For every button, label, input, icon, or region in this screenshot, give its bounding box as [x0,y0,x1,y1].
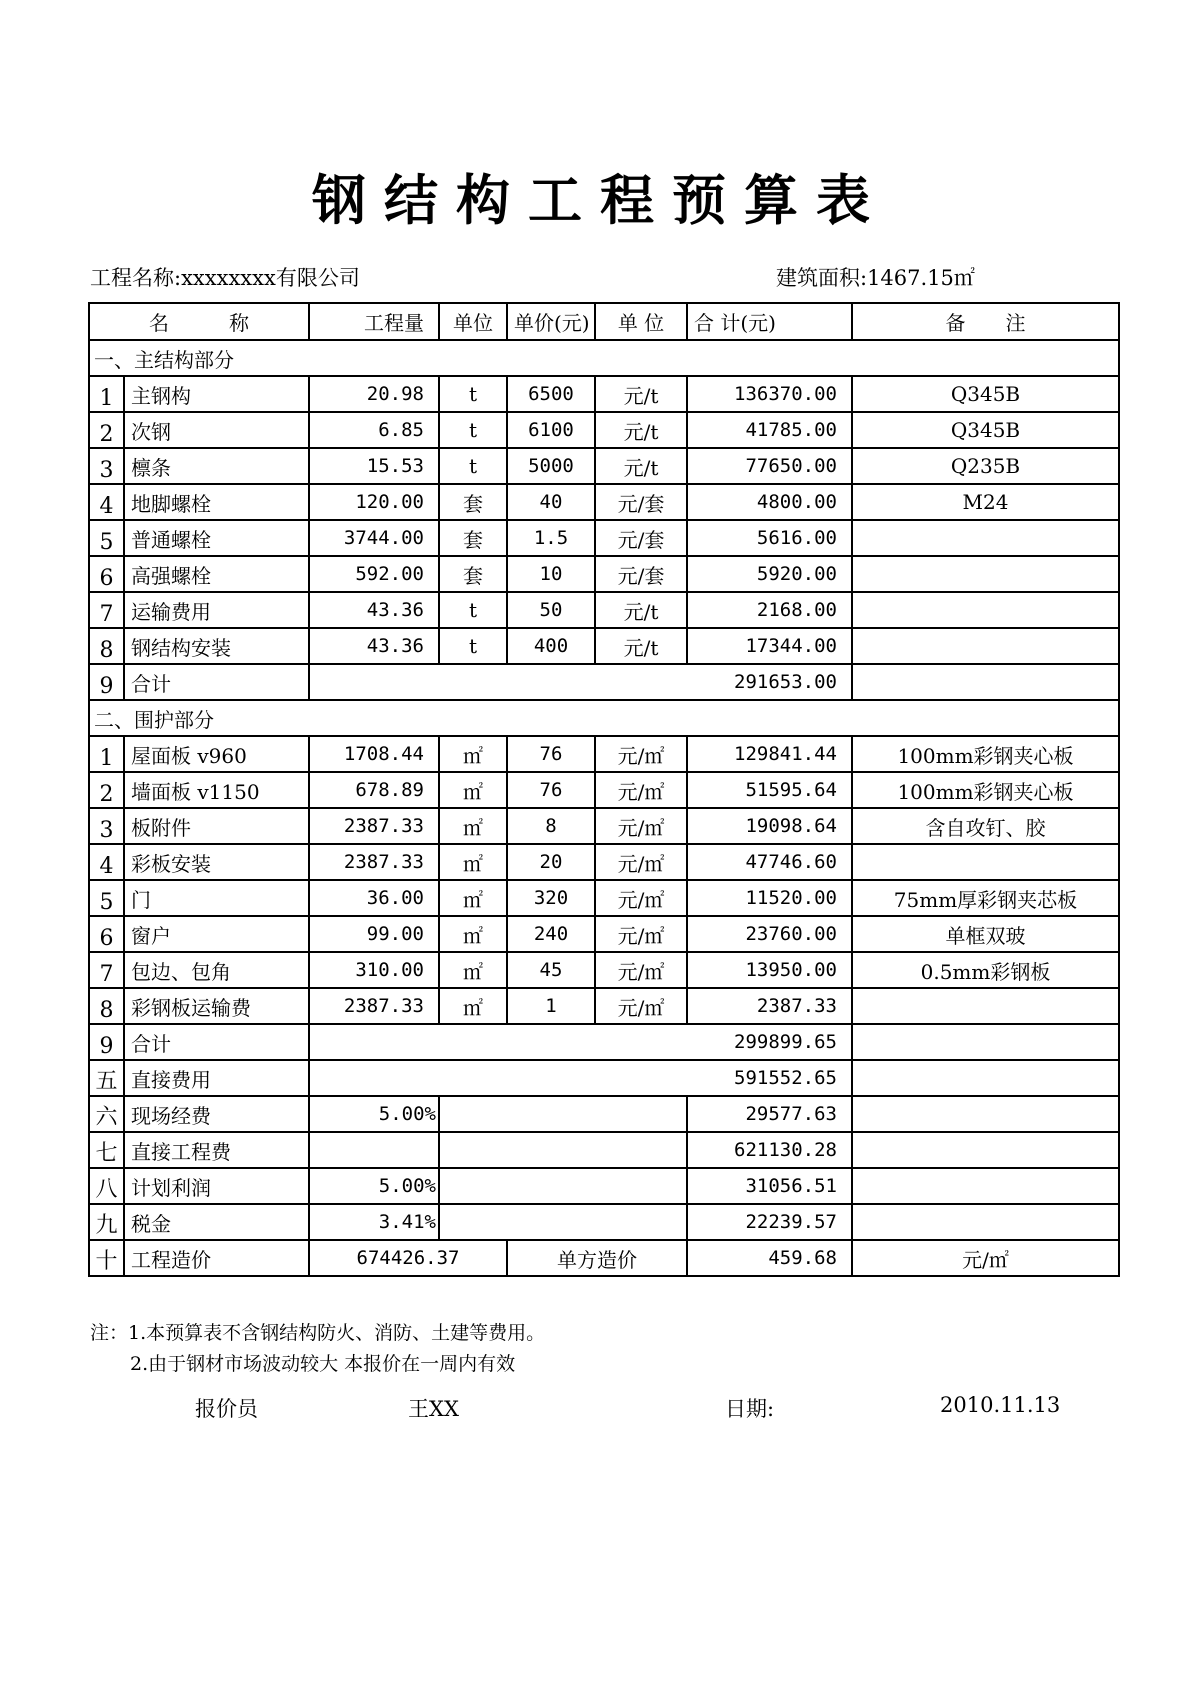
row-note [852,628,1119,664]
row-unit: t [439,412,507,448]
row-total: 19098.64 [687,808,852,844]
row-price-unit: 元/t [595,376,687,412]
quoter-name: 王XX [408,1397,459,1421]
row-unit: ㎡ [439,880,507,916]
table-row [89,628,1119,664]
row-quantity: 678.89 [309,772,439,808]
row-price-unit: 元/㎡ [595,772,687,808]
row-note: 含自攻钉、胶 [852,808,1119,844]
row-number: 七 [89,1132,124,1168]
header-price-unit: 单 位 [595,303,687,340]
row-total: 5616.00 [687,520,852,556]
row-name: 直接费用 [124,1060,309,1096]
row-name: 檩条 [124,448,309,484]
row-number: 六 [89,1096,124,1132]
row-number: 4 [89,844,124,880]
row-number: 九 [89,1204,124,1240]
table-row [89,736,1119,772]
row-unit-price: 1.5 [507,520,595,556]
row-number: 9 [89,664,124,700]
table-row [89,412,1119,448]
row-unit: t [439,628,507,664]
row-quantity: 15.53 [309,448,439,484]
table-row [89,808,1119,844]
row-total: 29577.63 [687,1096,852,1132]
row-number: 八 [89,1168,124,1204]
row-number: 3 [89,448,124,484]
section2-title: 二、围护部分 [89,700,1119,736]
table-row [89,520,1119,556]
header-qty: 工程量 [309,303,439,340]
row-price-unit: 元/套 [595,484,687,520]
row-price-unit: 元/套 [595,556,687,592]
row-unit-price: 8 [507,808,595,844]
summary-row [89,1060,1119,1096]
row-total: 299899.65 [309,1024,852,1060]
row-name: 合计 [124,664,309,700]
row-name: 直接工程费 [124,1132,309,1168]
row-number: 2 [89,412,124,448]
row-number: 十 [89,1240,124,1276]
row-name: 税金 [124,1204,309,1240]
row-unit-price: 10 [507,556,595,592]
row-note: 100mm彩钢夹心板 [852,736,1119,772]
row-price-unit: 元/t [595,448,687,484]
row-price-unit: 元/㎡ [595,844,687,880]
row-quantity: 99.00 [309,916,439,952]
section1-title: 一、主结构部分 [89,340,1119,376]
table-row [89,844,1119,880]
row-price-unit: 元/㎡ [595,808,687,844]
summary-row [89,1204,1119,1240]
row-name: 工程造价 [124,1240,309,1276]
row-name: 高强螺栓 [124,556,309,592]
row-number: 5 [89,880,124,916]
table-header [89,303,1119,340]
section-row [89,700,1119,736]
note-line-1: 1.本预算表不含钢结构防火、消防、土建等费用。 [128,1322,546,1344]
page-title: 钢结构工程预算表 [312,169,888,232]
row-number: 4 [89,484,124,520]
date-value: 2010.11.13 [940,1393,1061,1417]
row-price-unit: 元/t [595,412,687,448]
row-price-unit: 元/㎡ [595,736,687,772]
row-name: 板附件 [124,808,309,844]
table-row [89,916,1119,952]
table-row [89,988,1119,1024]
row-note: 单框双玻 [852,916,1119,952]
row-total: 2387.33 [687,988,852,1024]
row-quantity: 120.00 [309,484,439,520]
row-number: 6 [89,556,124,592]
row-unit-price: 50 [507,592,595,628]
row-name: 包边、包角 [124,952,309,988]
row-note: Q235B [852,448,1119,484]
row-price-unit: 元/套 [595,520,687,556]
row-unit: 套 [439,484,507,520]
row-name: 钢结构安装 [124,628,309,664]
table-row [89,376,1119,412]
row-quantity: 2387.33 [309,988,439,1024]
unit-cost-value: 459.68 [687,1240,852,1276]
row-unit: t [439,376,507,412]
row-total: 291653.00 [309,664,852,700]
row-number: 6 [89,916,124,952]
table-row [89,556,1119,592]
row-unit: ㎡ [439,916,507,952]
row-note: 75mm厚彩钢夹芯板 [852,880,1119,916]
row-total: 41785.00 [687,412,852,448]
row-note [852,844,1119,880]
row-unit: 套 [439,520,507,556]
row-total: 2168.00 [687,592,852,628]
table-row [89,448,1119,484]
notes-prefix: 注： [90,1322,129,1344]
row-unit-price: 76 [507,772,595,808]
subtotal-row [89,1024,1119,1060]
header-price: 单价(元) [507,303,595,340]
row-total: 23760.00 [687,916,852,952]
row-total: 621130.28 [687,1132,852,1168]
summary-row [89,1168,1119,1204]
table-row [89,880,1119,916]
row-price-unit: 元/㎡ [595,880,687,916]
row-quantity: 3744.00 [309,520,439,556]
row-unit-price: 1 [507,988,595,1024]
row-unit-price: 400 [507,628,595,664]
row-unit: t [439,448,507,484]
row-number: 3 [89,808,124,844]
unit-cost-label: 单方造价 [507,1240,687,1276]
project-name: 工程名称:xxxxxxxx有限公司 [90,266,360,290]
row-quantity: 2387.33 [309,844,439,880]
summary-row [89,1132,1119,1168]
row-note [852,520,1119,556]
row-price-unit: 元/㎡ [595,952,687,988]
row-price-unit: 元/t [595,628,687,664]
grand-total-row [89,1240,1119,1276]
row-number: 7 [89,952,124,988]
row-note [852,556,1119,592]
row-quantity: 36.00 [309,880,439,916]
row-number: 5 [89,520,124,556]
row-name: 主钢构 [124,376,309,412]
header-total: 合 计(元) [687,303,852,340]
subtotal-row [89,664,1119,700]
row-unit-price: 20 [507,844,595,880]
row-unit: 套 [439,556,507,592]
row-name: 墙面板 v1150 [124,772,309,808]
row-unit-price: 45 [507,952,595,988]
header-name: 名 称 [89,303,309,340]
table-row [89,592,1119,628]
row-name: 普通螺栓 [124,520,309,556]
table-row [89,952,1119,988]
table-row [89,772,1119,808]
row-total: 5920.00 [687,556,852,592]
row-unit: ㎡ [439,736,507,772]
row-note: Q345B [852,412,1119,448]
row-unit: ㎡ [439,952,507,988]
row-note: M24 [852,484,1119,520]
row-name: 次钢 [124,412,309,448]
building-area: 建筑面积:1467.15㎡ [776,266,975,290]
row-unit: ㎡ [439,988,507,1024]
row-total: 77650.00 [687,448,852,484]
row-total: 11520.00 [687,880,852,916]
grand-total-amount: 674426.37 [309,1240,507,1276]
notes [90,1318,545,1380]
row-quantity: 1708.44 [309,736,439,772]
row-note: 100mm彩钢夹心板 [852,772,1119,808]
unit-cost-unit: 元/㎡ [852,1240,1119,1276]
row-number: 8 [89,988,124,1024]
row-unit-price: 76 [507,736,595,772]
row-unit: t [439,592,507,628]
row-note [852,988,1119,1024]
row-total: 17344.00 [687,628,852,664]
row-name: 彩钢板运输费 [124,988,309,1024]
header-unit: 单位 [439,303,507,340]
note-line-2: 2.由于钢材市场波动较大 本报价在一周内有效 [130,1353,516,1375]
row-total: 591552.65 [309,1060,852,1096]
row-quantity: 2387.33 [309,808,439,844]
row-price-unit: 元/㎡ [595,988,687,1024]
row-price-unit: 元/㎡ [595,916,687,952]
row-quantity: 20.98 [309,376,439,412]
row-number: 1 [89,376,124,412]
row-unit-price: 6500 [507,376,595,412]
row-unit: ㎡ [439,808,507,844]
row-quantity: 310.00 [309,952,439,988]
row-number: 五 [89,1060,124,1096]
date-label: 日期: [725,1397,775,1421]
section-row [89,340,1119,376]
row-total: 129841.44 [687,736,852,772]
row-unit-price: 6100 [507,412,595,448]
row-name: 地脚螺栓 [124,484,309,520]
row-note: Q345B [852,376,1119,412]
row-total: 31056.51 [687,1168,852,1204]
row-number: 7 [89,592,124,628]
row-unit: ㎡ [439,772,507,808]
row-note [852,592,1119,628]
row-name: 合计 [124,1024,309,1060]
row-number: 9 [89,1024,124,1060]
table-row [89,484,1119,520]
row-name: 门 [124,880,309,916]
row-unit-price: 40 [507,484,595,520]
row-name: 屋面板 v960 [124,736,309,772]
row-rate: 5.00% [309,1168,439,1204]
header-note: 备 注 [852,303,1119,340]
row-total: 13950.00 [687,952,852,988]
row-total: 51595.64 [687,772,852,808]
row-rate: 3.41% [309,1204,439,1240]
row-quantity: 592.00 [309,556,439,592]
row-name: 现场经费 [124,1096,309,1132]
row-note: 0.5mm彩钢板 [852,952,1119,988]
row-number: 1 [89,736,124,772]
row-name: 计划利润 [124,1168,309,1204]
row-unit: ㎡ [439,844,507,880]
row-total: 4800.00 [687,484,852,520]
row-quantity: 43.36 [309,628,439,664]
row-unit-price: 240 [507,916,595,952]
row-price-unit: 元/t [595,592,687,628]
budget-table [88,302,1120,1277]
row-name: 彩板安装 [124,844,309,880]
row-name: 窗户 [124,916,309,952]
row-number: 2 [89,772,124,808]
row-quantity: 6.85 [309,412,439,448]
row-quantity: 43.36 [309,592,439,628]
row-unit-price: 5000 [507,448,595,484]
summary-row [89,1096,1119,1132]
quoter-label: 报价员 [195,1397,258,1421]
row-rate: 5.00% [309,1096,439,1132]
row-total: 22239.57 [687,1204,852,1240]
row-name: 运输费用 [124,592,309,628]
row-unit-price: 320 [507,880,595,916]
row-total: 47746.60 [687,844,852,880]
row-total: 136370.00 [687,376,852,412]
row-number: 8 [89,628,124,664]
